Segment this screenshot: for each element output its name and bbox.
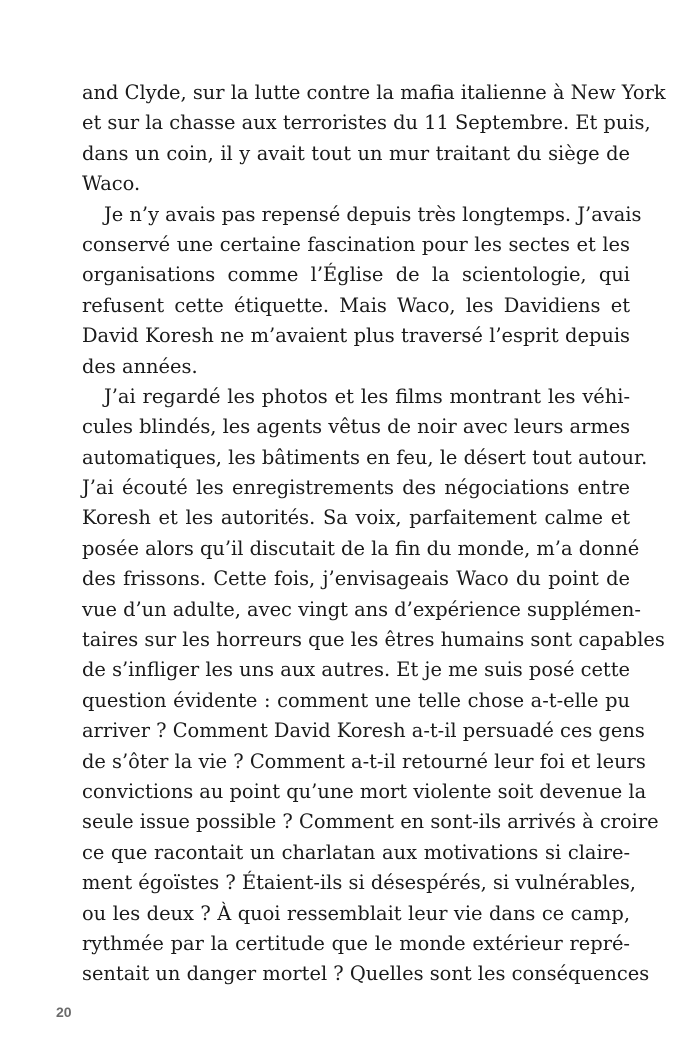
text-line: arriver ? Comment David Koresh a-t-il persuadé ces gens: [82, 719, 645, 743]
text-line: J’ai regardé les photos et les films montrant les véhi-: [104, 384, 630, 408]
text-line: organisations comme l’Église de la scientologie, qui: [82, 263, 630, 287]
text-line: ou les deux ? À quoi ressemblait leur vie dans ce camp,: [82, 901, 630, 925]
text-line: Je n’y avais pas repensé depuis très longtemps. J’avais: [104, 202, 642, 226]
text-line: des frissons. Cette fois, j’envisageais Waco du point de: [82, 567, 630, 591]
text-line: ment égoïstes ? Étaient-ils si désespérés, si vulnérables,: [82, 871, 636, 895]
text-line: David Koresh ne m’avaient plus traversé l’esprit depuis: [82, 324, 630, 348]
text-line: question évidente : comment une telle chose a-t-elle pu: [82, 688, 630, 712]
text-line: posée alors qu’il discutait de la fin du monde, m’a donné: [82, 536, 640, 560]
text-line: cules blindés, les agents vêtus de noir avec leurs armes: [82, 415, 631, 439]
text-line: rythmée par la certitude que le monde extérieur repré-: [82, 931, 630, 955]
text-line: J’ai écouté les enregistrements des négociations entre: [82, 476, 630, 500]
paragraph: [82, 382, 665, 990]
page-number: 20: [56, 1004, 72, 1020]
text-line: des années.: [82, 354, 198, 378]
text-line: seule issue possible ? Comment en sont-ils arrivés à croire: [82, 810, 659, 834]
text-line: taires sur les horreurs que les êtres humains sont capables: [82, 628, 665, 652]
text-line: ce que racontait un charlatan aux motivations si claire-: [82, 840, 630, 864]
text-line: Waco.: [82, 172, 141, 196]
text-line: automatiques, les bâtiments en feu, le désert tout autour.: [82, 445, 648, 469]
text-line: convictions au point qu’une mort violente soit devenue la: [82, 779, 647, 803]
text-line: Koresh et les autorités. Sa voix, parfaitement calme et: [82, 506, 630, 530]
text-line: refusent cette étiquette. Mais Waco, les Davidiens et: [82, 293, 630, 317]
text-line: de s’infliger les uns aux autres. Et je me suis posé cette: [82, 658, 630, 682]
paragraph: [82, 200, 642, 382]
text-line: et sur la chasse aux terroristes du 11 Septembre. Et puis,: [82, 111, 651, 135]
text-line: and Clyde, sur la lutte contre la mafia italienne à New York: [82, 81, 666, 104]
text-line: vue d’un adulte, avec vingt ans d’expérience supplémen-: [82, 597, 641, 621]
text-line: de s’ôter la vie ? Comment a-t-il retourné leur foi et leurs: [82, 749, 646, 773]
text-line: conservé une certaine fascination pour les sectes et les: [82, 232, 630, 256]
text-line: dans un coin, il y avait tout un mur traitant du siège de: [82, 141, 630, 165]
body-text: [82, 78, 666, 990]
paragraph: [82, 78, 666, 200]
text-line: sentait un danger mortel ? Quelles sont les conséquences: [82, 962, 650, 986]
